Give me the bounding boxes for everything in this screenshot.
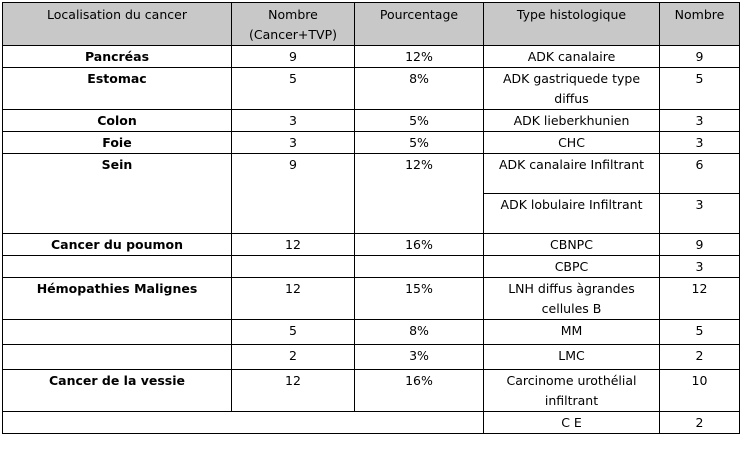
cell-nombre-type: 5 <box>660 320 740 345</box>
cell-pourcentage: 8% <box>355 320 484 345</box>
cell-nombre-type: 10 <box>660 370 740 412</box>
cell-type: ADK canalaire Infiltrant <box>484 154 660 194</box>
cell-empty <box>232 256 355 278</box>
header-localisation: Localisation du cancer <box>3 3 232 46</box>
cell-localisation: Foie <box>3 132 232 154</box>
cell-pourcentage: 16% <box>355 370 484 412</box>
cell-nombre-type: 3 <box>660 256 740 278</box>
cell-pourcentage: 5% <box>355 132 484 154</box>
cell-type: ADK lobulaire Infiltrant <box>484 194 660 234</box>
cell-nombre-type: 3 <box>660 194 740 234</box>
cell-pourcentage: 16% <box>355 234 484 256</box>
cell-nombre-type: 3 <box>660 132 740 154</box>
cell-nombre: 5 <box>232 320 355 345</box>
cell-nombre: 12 <box>232 370 355 412</box>
cell-nombre: 2 <box>232 345 355 370</box>
cell-localisation: Cancer de la vessie <box>3 370 232 412</box>
cell-type: LNH diffus àgrandes cellules B <box>484 278 660 320</box>
header-nombre: Nombre <box>660 3 740 46</box>
header-type-histologique: Type histologique <box>484 3 660 46</box>
cell-type: LMC <box>484 345 660 370</box>
header-row <box>3 3 740 46</box>
cell-empty <box>3 256 232 278</box>
table-row-sein <box>3 154 740 194</box>
header-pourcentage: Pourcentage <box>355 3 484 46</box>
header-nombre-cancer-tvp <box>232 3 355 46</box>
cell-nombre-type: 12 <box>660 278 740 320</box>
cell-localisation: Sein <box>3 154 232 234</box>
cell-localisation: Estomac <box>3 68 232 110</box>
cell-pourcentage: 3% <box>355 345 484 370</box>
cell-nombre: 12 <box>232 278 355 320</box>
cell-nombre: 9 <box>232 154 355 234</box>
cell-pourcentage: 8% <box>355 68 484 110</box>
cell-type: C E <box>484 412 660 434</box>
cell-nombre: 9 <box>232 46 355 68</box>
cell-localisation: Hémopathies Malignes <box>3 278 232 320</box>
table-row-hemopathies <box>3 278 740 320</box>
header-nombre-line1: Nombre <box>268 7 318 22</box>
header-nombre-line2: (Cancer+TVP) <box>249 27 337 42</box>
cell-pourcentage: 12% <box>355 46 484 68</box>
cell-type: ADK canalaire <box>484 46 660 68</box>
cell-empty <box>3 412 484 434</box>
cell-nombre: 12 <box>232 234 355 256</box>
table-row-colon <box>3 110 740 132</box>
cell-nombre-type: 2 <box>660 412 740 434</box>
table-row-foie <box>3 132 740 154</box>
table-row-vessie <box>3 370 740 412</box>
cell-nombre: 5 <box>232 68 355 110</box>
table-row-lmc <box>3 345 740 370</box>
cell-nombre-type: 2 <box>660 345 740 370</box>
cell-empty <box>355 256 484 278</box>
table-row-mm <box>3 320 740 345</box>
cell-localisation: Colon <box>3 110 232 132</box>
cell-localisation: Pancréas <box>3 46 232 68</box>
cell-localisation: Cancer du poumon <box>3 234 232 256</box>
cell-nombre-type: 9 <box>660 46 740 68</box>
table-row-ce <box>3 412 740 434</box>
cell-nombre-type: 9 <box>660 234 740 256</box>
cell-nombre: 3 <box>232 110 355 132</box>
cell-type: ADK lieberkhunien <box>484 110 660 132</box>
cell-type: CBNPC <box>484 234 660 256</box>
cell-type: CBPC <box>484 256 660 278</box>
cell-pourcentage: 12% <box>355 154 484 234</box>
cell-nombre-type: 5 <box>660 68 740 110</box>
cell-nombre-type: 3 <box>660 110 740 132</box>
table-row-estomac <box>3 68 740 110</box>
table-row-poumon-cbpc <box>3 256 740 278</box>
cell-nombre: 3 <box>232 132 355 154</box>
cell-type: Carcinome urothélial infiltrant <box>484 370 660 412</box>
cell-type: CHC <box>484 132 660 154</box>
cell-pourcentage: 15% <box>355 278 484 320</box>
cell-type: MM <box>484 320 660 345</box>
cell-type: ADK gastriquede type diffus <box>484 68 660 110</box>
cell-pourcentage: 5% <box>355 110 484 132</box>
table-row-poumon <box>3 234 740 256</box>
cell-nombre-type: 6 <box>660 154 740 194</box>
cell-empty <box>3 320 232 345</box>
cell-empty <box>3 345 232 370</box>
table-row-pancreas <box>3 46 740 68</box>
cancer-table <box>2 2 740 434</box>
